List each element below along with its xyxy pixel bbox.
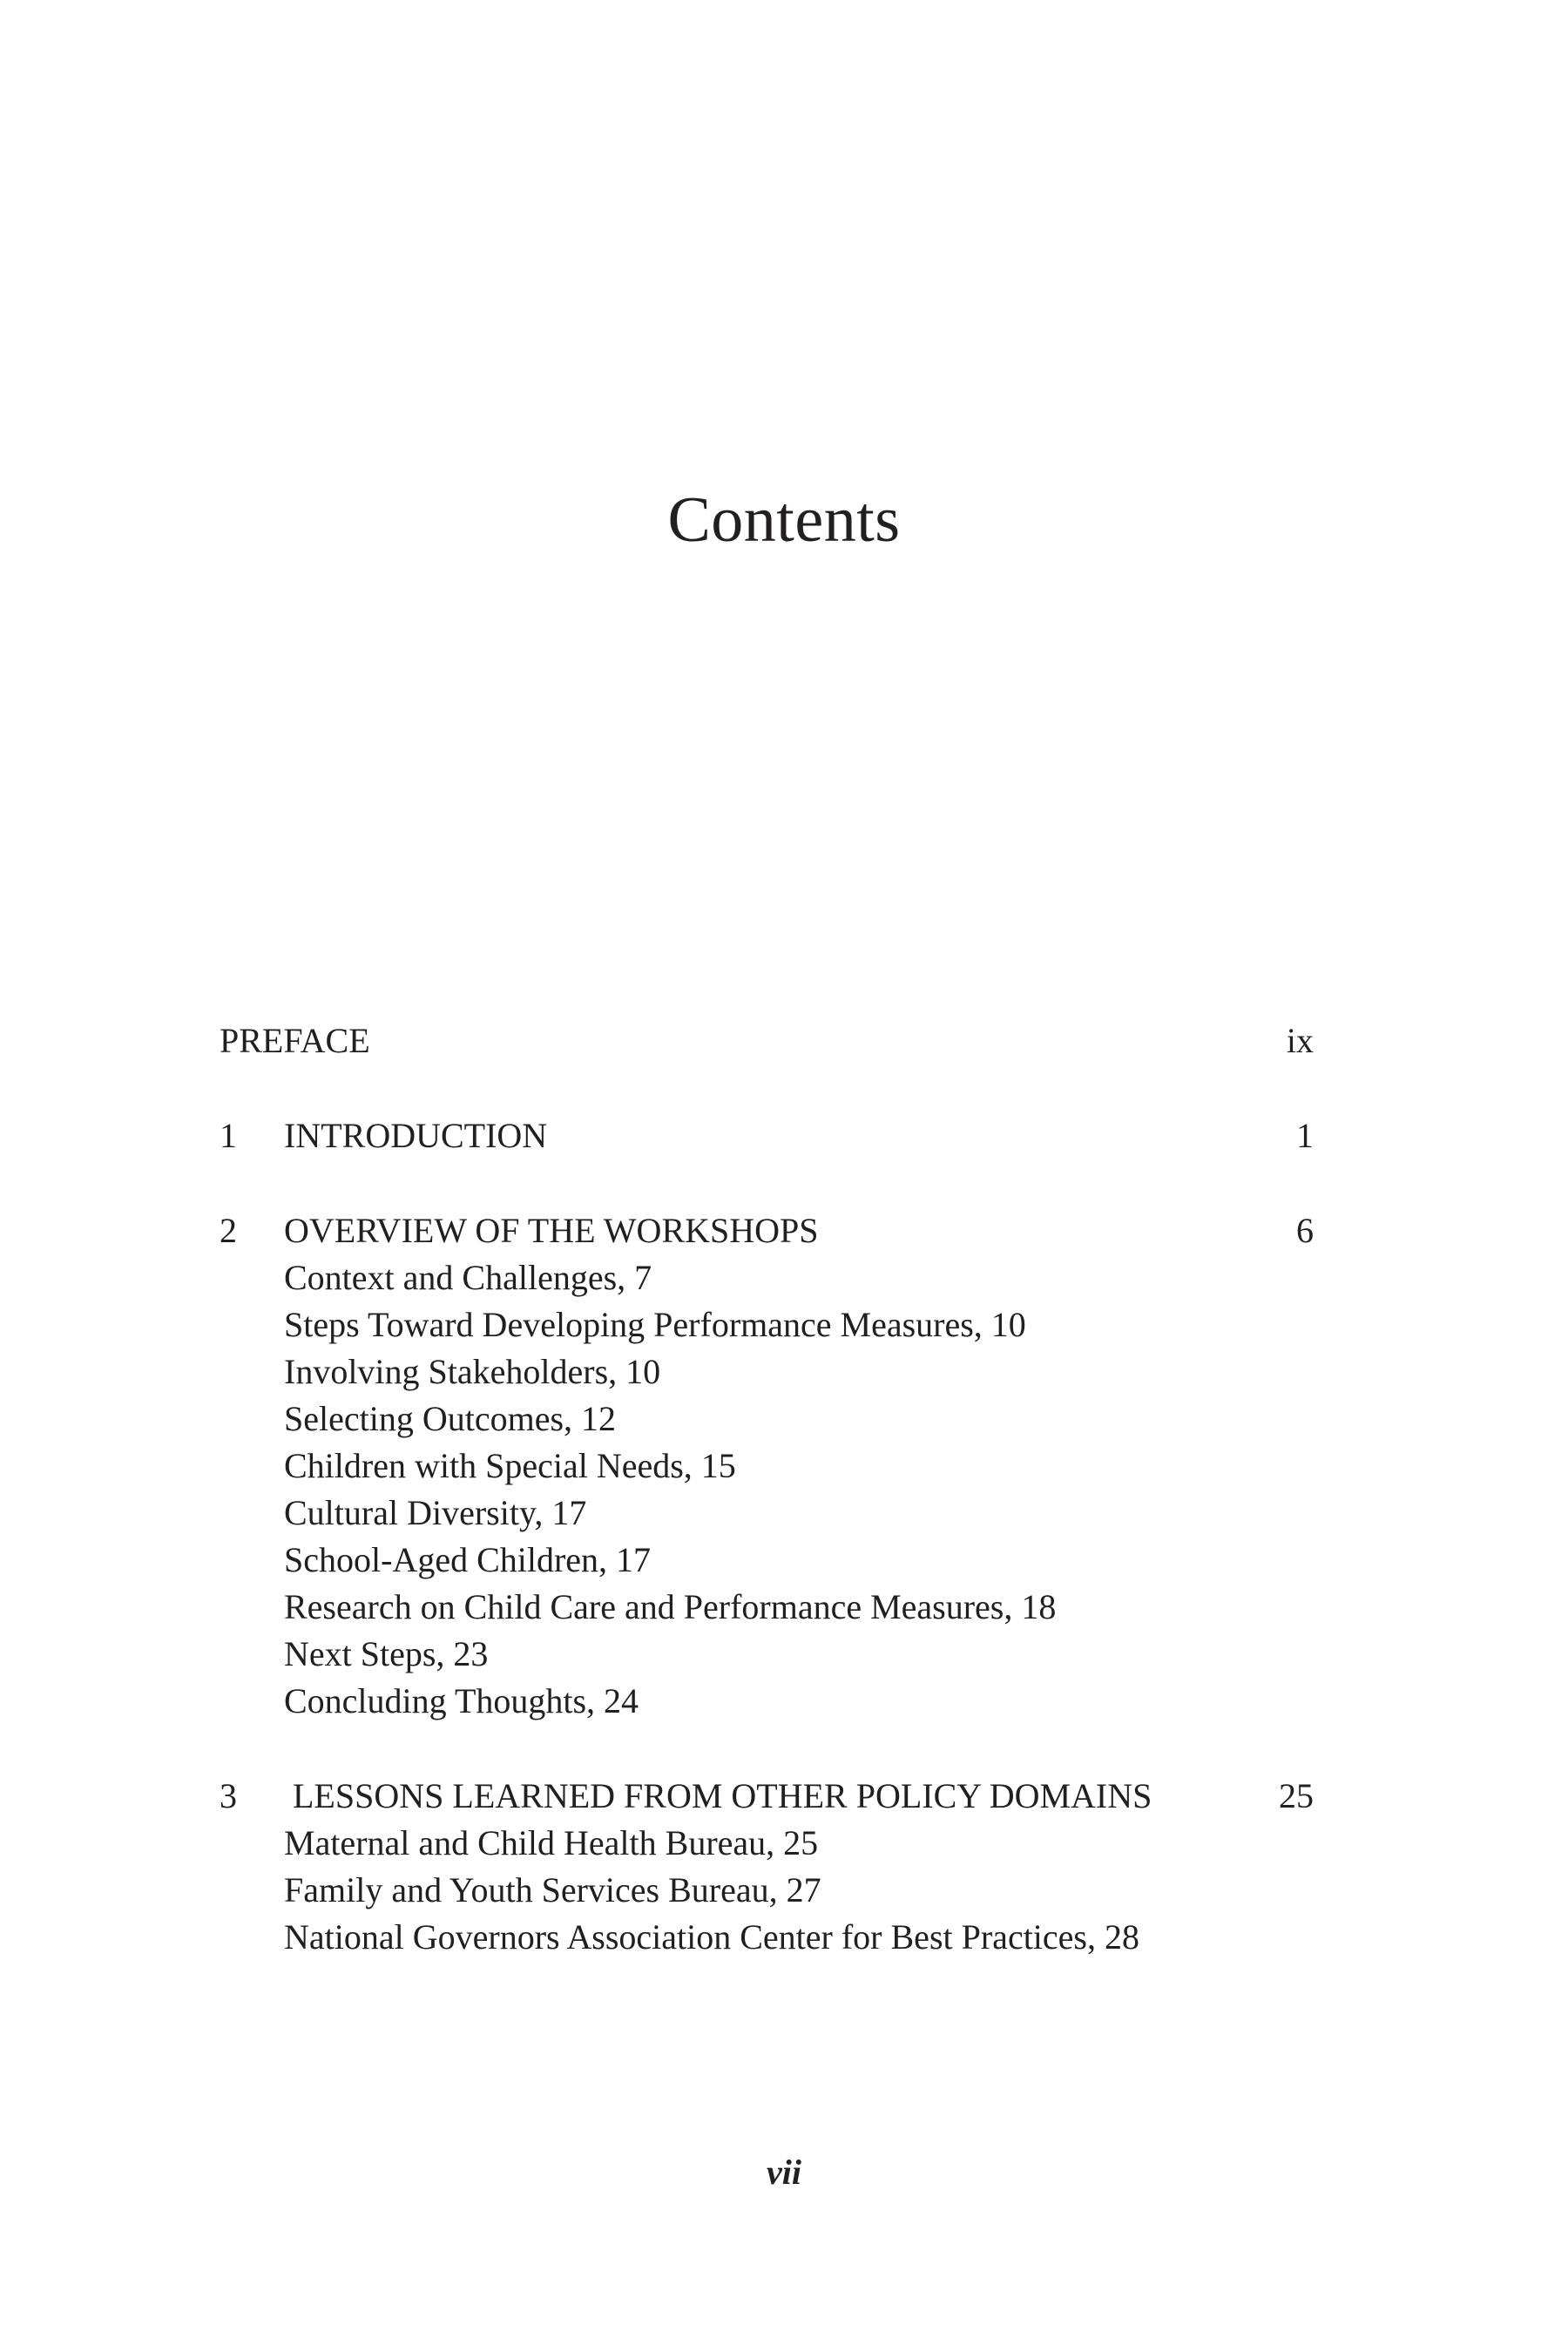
page-folio: vii bbox=[767, 2153, 801, 2192]
toc-section: Family and Youth Services Bureau, 27 bbox=[284, 1870, 821, 1909]
toc-entry-chapter-2 bbox=[220, 1207, 1314, 1254]
toc-section: Next Steps, 23 bbox=[284, 1634, 489, 1673]
toc-entry-page: 1 bbox=[1296, 1116, 1314, 1155]
toc-entry-preface bbox=[220, 1017, 1314, 1064]
toc-section: School-Aged Children, 17 bbox=[284, 1540, 652, 1579]
toc-entry-chapter-1 bbox=[220, 1112, 1314, 1159]
toc-entry-page: 25 bbox=[1279, 1776, 1314, 1815]
chapter-number: 2 bbox=[220, 1211, 237, 1250]
toc-section: Maternal and Child Health Bureau, 25 bbox=[284, 1823, 819, 1862]
toc-section: Context and Challenges, 7 bbox=[284, 1258, 652, 1297]
toc-section: Concluding Thoughts, 24 bbox=[284, 1681, 639, 1720]
toc-section: Cultural Diversity, 17 bbox=[284, 1493, 587, 1532]
toc-section: Children with Special Needs, 15 bbox=[284, 1446, 736, 1485]
toc-entry-label: OVERVIEW OF THE WORKSHOPS bbox=[284, 1211, 819, 1250]
toc-section: National Governors Association Center for Best Practices, 28 bbox=[284, 1917, 1139, 1957]
toc-spacer bbox=[220, 1725, 1314, 1773]
toc-section: Selecting Outcomes, 12 bbox=[284, 1399, 617, 1438]
toc-section: Involving Stakeholders, 10 bbox=[284, 1352, 661, 1391]
toc-entry-label: PREFACE bbox=[220, 1021, 370, 1060]
table-of-contents bbox=[220, 1017, 1314, 1961]
toc-entry-label: INTRODUCTION bbox=[284, 1116, 548, 1155]
toc-entry-page: ix bbox=[1286, 1021, 1314, 1060]
toc-entry-label: LESSONS LEARNED FROM OTHER POLICY DOMAINS bbox=[293, 1776, 1152, 1815]
toc-entry-chapter-3 bbox=[220, 1773, 1314, 1820]
toc-spacer bbox=[220, 1064, 1314, 1112]
toc-entry-page: 6 bbox=[1296, 1211, 1314, 1250]
chapter-number: 1 bbox=[220, 1116, 237, 1155]
toc-spacer bbox=[220, 1159, 1314, 1207]
page-title: Contents bbox=[667, 484, 901, 556]
chapter-number: 3 bbox=[220, 1776, 237, 1815]
toc-section: Steps Toward Developing Performance Measures, 10 bbox=[284, 1305, 1026, 1344]
toc-section: Research on Child Care and Performance Measures, 18 bbox=[284, 1587, 1057, 1626]
